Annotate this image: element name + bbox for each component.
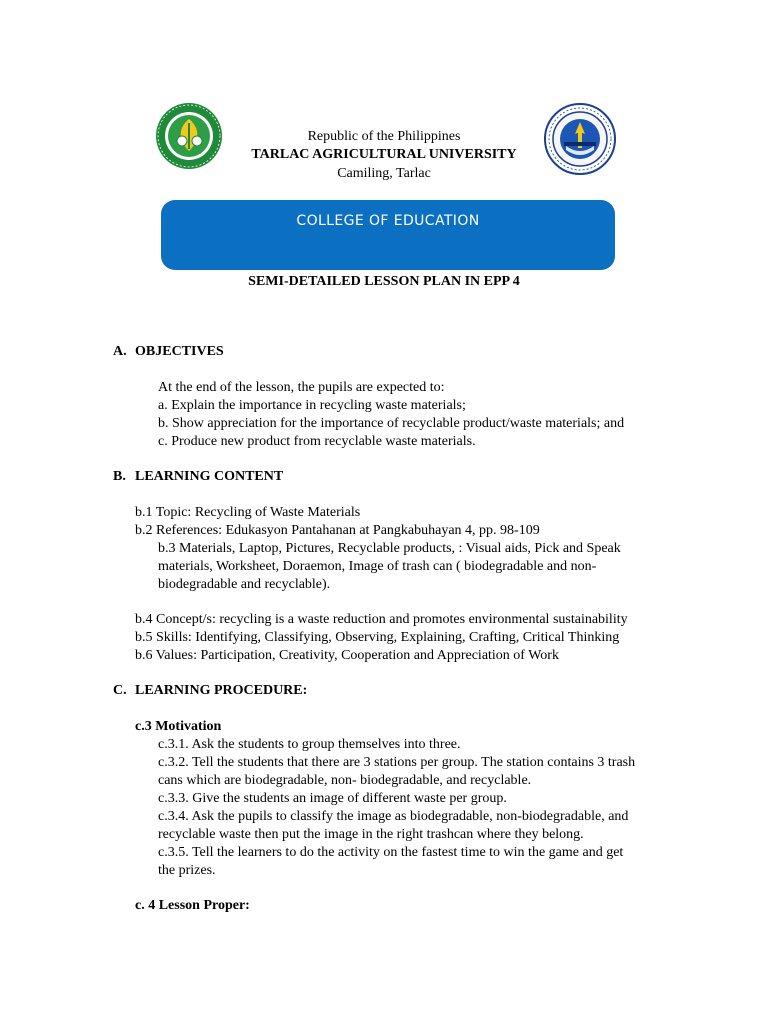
lesson-proper-heading: c. 4 Lesson Proper:: [135, 898, 250, 913]
motivation-step: c.3.3. Give the students an image of different waste per group.: [158, 791, 507, 806]
content-materials-line: biodegradable and recyclable).: [158, 577, 331, 592]
motivation-step: c.3.2. Tell the students that there are 3 stations per group. The station contains 3 trash: [158, 755, 636, 770]
section-c-letter: C.: [113, 683, 127, 698]
college-banner: [161, 200, 615, 270]
objective-item: c. Produce new product from recyclable waste materials.: [158, 434, 476, 449]
motivation-heading: c.3 Motivation: [135, 719, 222, 734]
content-values: b.6 Values: Participation, Creativity, Cooperation and Appreciation of Work: [135, 648, 559, 663]
section-b-letter: B.: [113, 469, 126, 484]
motivation-step: c.3.1. Ask the students to group themselves into three.: [158, 737, 461, 752]
content-materials-line: materials, Worksheet, Doraemon, Image of trash can ( biodegradable and non-: [158, 559, 597, 574]
republic-line: Republic of the Philippines: [307, 129, 461, 144]
college-banner-label: COLLEGE OF EDUCATION: [296, 213, 480, 229]
section-a-title: OBJECTIVES: [135, 344, 224, 359]
content-topic: b.1 Topic: Recycling of Waste Materials: [135, 505, 361, 520]
content-references: b.2 References: Edukasyon Pantahanan at Pangkabuhayan 4, pp. 98-109: [135, 523, 540, 538]
motivation-step: recyclable waste then put the image in the right trashcan where they belong.: [158, 827, 584, 842]
content-skills: b.5 Skills: Identifying, Classifying, Observing, Explaining, Crafting, Critical Thinking: [135, 630, 620, 645]
section-b-heading: [113, 468, 283, 486]
motivation-step: the prizes.: [158, 863, 216, 878]
motivation-step: c.3.4. Ask the pupils to classify the image as biodegradable, non-biodegradable, and: [158, 809, 629, 824]
motivation-step: cans which are biodegradable, non- biodegradable, and recyclable.: [158, 773, 532, 788]
university-location: Camiling, Tarlac: [337, 166, 431, 181]
section-c-heading: [113, 682, 307, 700]
objective-item: a. Explain the importance in recycling waste materials;: [158, 398, 466, 413]
content-concept: b.4 Concept/s: recycling is a waste reduction and promotes environmental sustainability: [135, 612, 628, 627]
section-c-title: LEARNING PROCEDURE:: [135, 683, 308, 698]
section-a-letter: A.: [113, 344, 127, 359]
objectives-intro: At the end of the lesson, the pupils are expected to:: [158, 380, 445, 395]
section-b-title: LEARNING CONTENT: [135, 469, 284, 484]
objective-item: b. Show appreciation for the importance of recyclable product/waste materials; and: [158, 416, 625, 431]
document-title: SEMI-DETAILED LESSON PLAN IN EPP 4: [248, 274, 520, 289]
motivation-step: c.3.5. Tell the learners to do the activity on the fastest time to win the game and get: [158, 845, 624, 860]
content-materials-line: b.3 Materials, Laptop, Pictures, Recyclable products, : Visual aids, Pick and Speak: [158, 541, 621, 556]
university-name: TARLAC AGRICULTURAL UNIVERSITY: [251, 147, 517, 162]
section-a-heading: [113, 343, 224, 361]
